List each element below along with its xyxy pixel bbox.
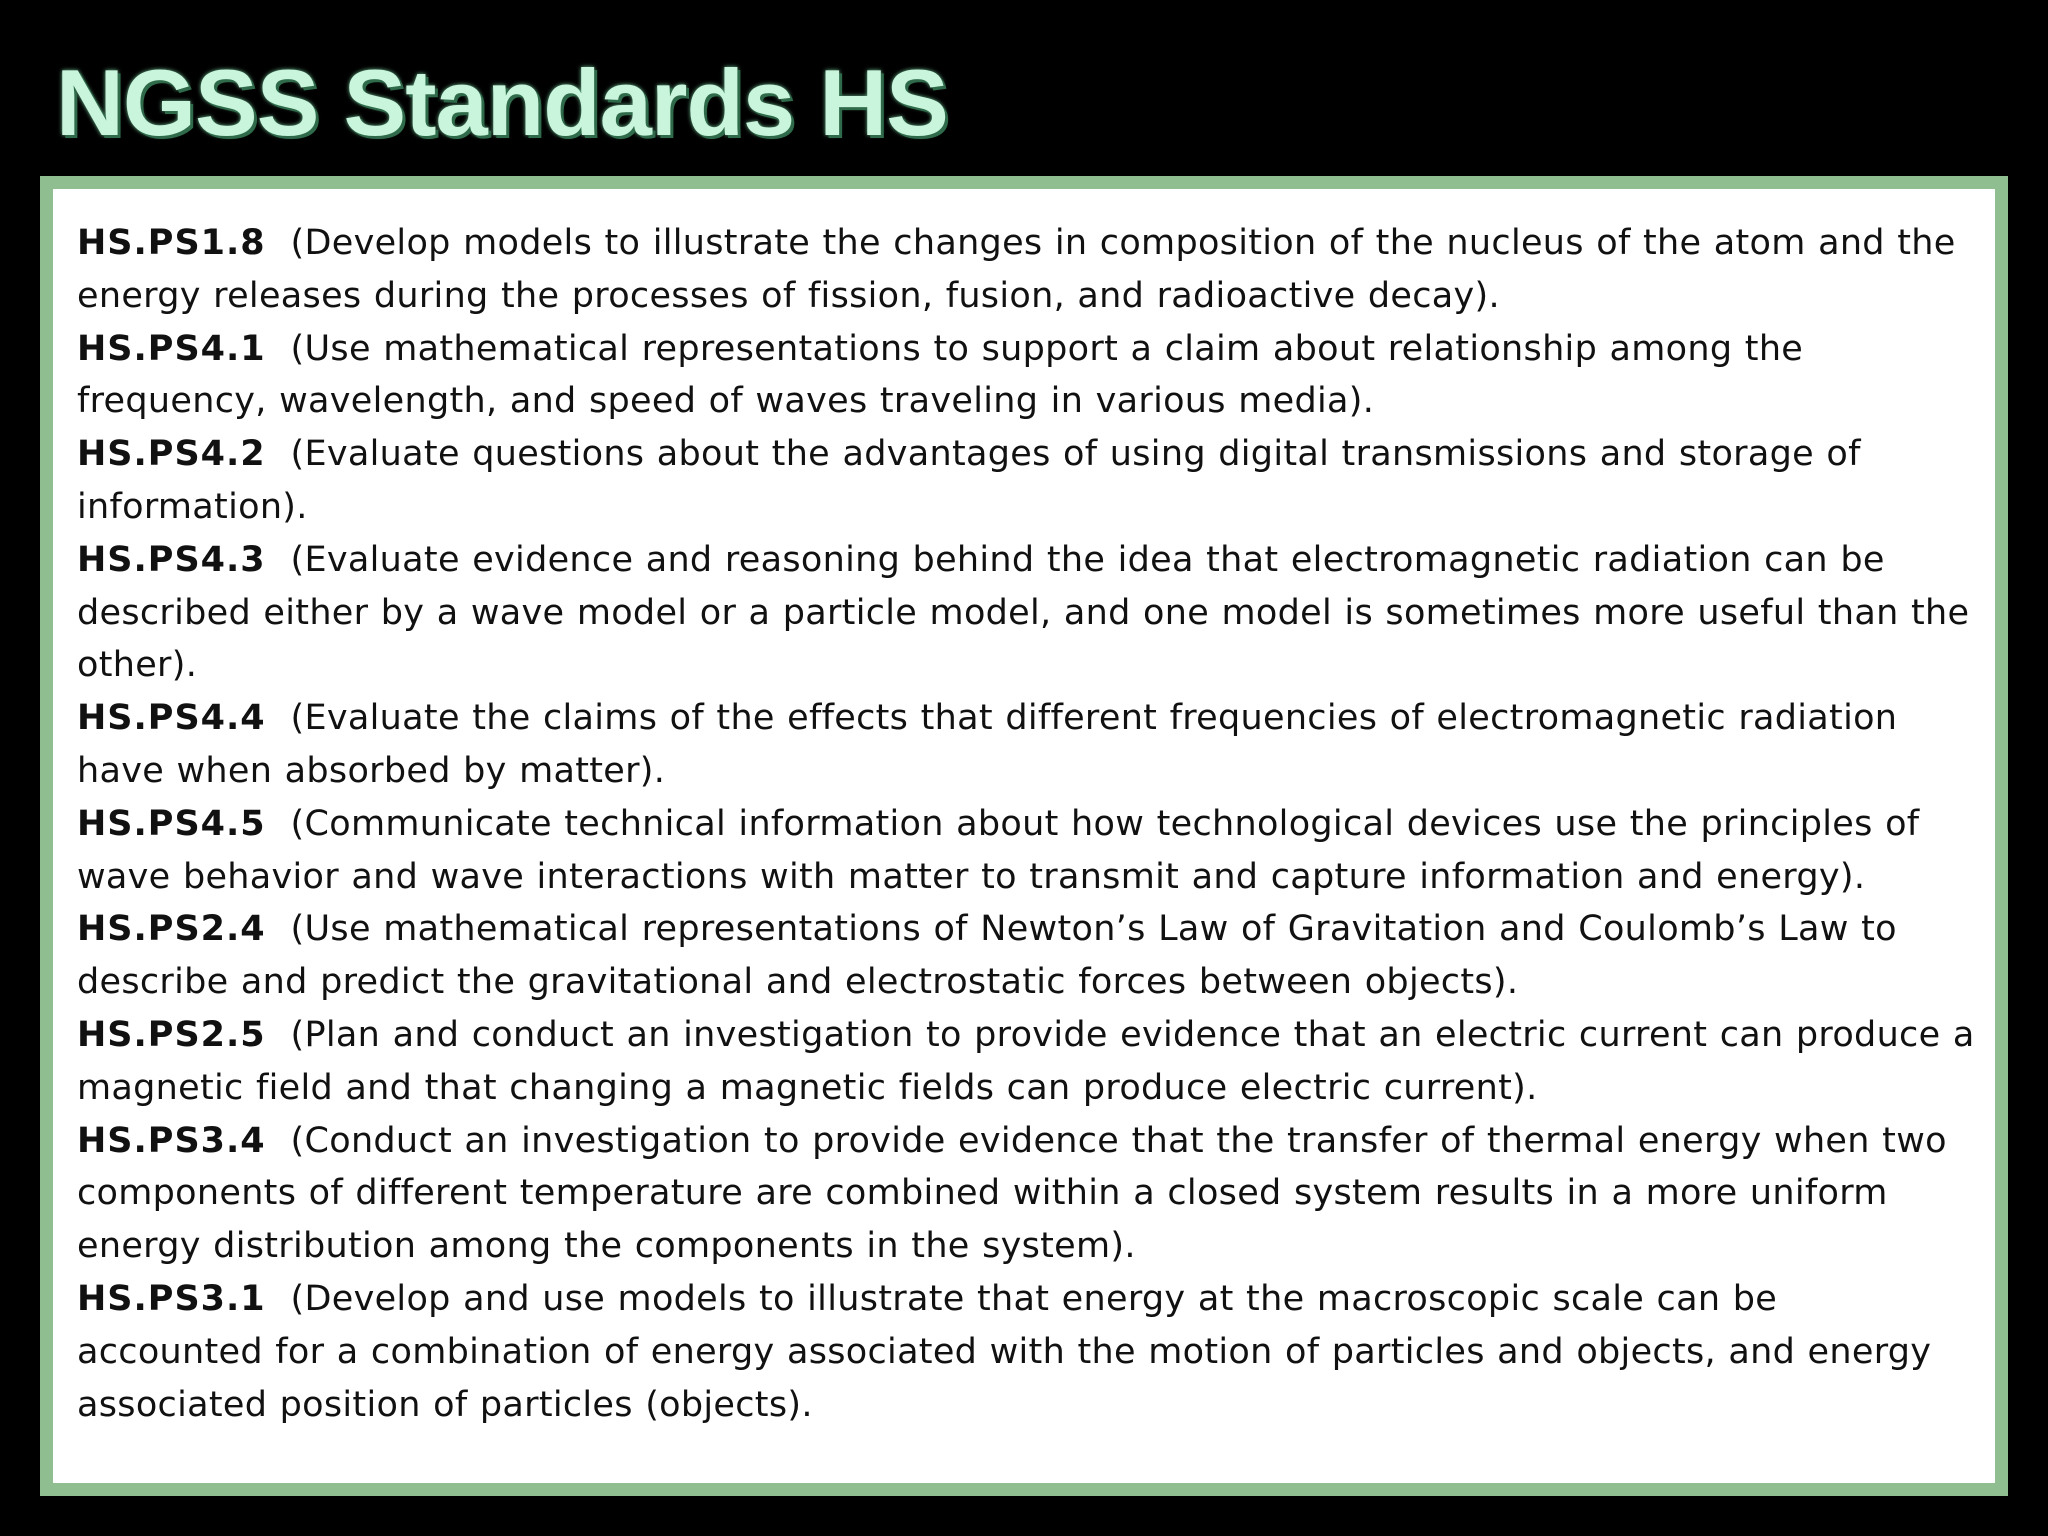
standard-description: (Evaluate the claims of the effects that different frequencies of electromagnetic radiation have when absorbed by matter). xyxy=(77,698,1898,791)
standard-code: HS.PS3.4 xyxy=(77,1120,266,1161)
standard-code: HS.PS4.1 xyxy=(77,328,266,369)
standard-entry xyxy=(77,1009,1975,1115)
standard-entry xyxy=(77,428,1975,534)
standard-description: (Evaluate questions about the advantages of using digital transmissions and storage of information). xyxy=(77,434,1861,527)
standard-code: HS.PS2.4 xyxy=(77,909,266,950)
standard-entry xyxy=(77,1115,1975,1273)
standard-entry xyxy=(77,323,1975,429)
standards-panel xyxy=(40,176,2008,1496)
standard-description: (Use mathematical representations to support a claim about relationship among the frequency, wavelength, and speed of waves traveling in various media). xyxy=(77,328,1804,422)
standard-code: HS.PS4.4 xyxy=(77,698,266,739)
standard-description: (Communicate technical information about how technological devices use the principles of wave behavior and wave interactions with matter to transmit and capture information and energy). xyxy=(77,803,1920,897)
slide-title: NGSS Standards HS xyxy=(56,50,948,155)
standard-code: HS.PS4.2 xyxy=(77,434,266,475)
standard-description: (Plan and conduct an investigation to provide evidence that an electric current can produce a magnetic field and that changing a magnetic fields can produce electric current). xyxy=(77,1014,1975,1108)
standard-code: HS.PS2.5 xyxy=(77,1014,266,1055)
standard-description: (Develop and use models to illustrate that energy at the macroscopic scale can be accounted for a combination of energy associated with the motion of particles and objects, and energy associated position of particles (objects). xyxy=(77,1278,1932,1425)
standard-description: (Evaluate evidence and reasoning behind the idea that electromagnetic radiation can be described either by a wave model or a particle model, and one model is sometimes more useful than the other). xyxy=(77,539,1970,686)
standard-entry xyxy=(77,217,1975,323)
standard-description: (Conduct an investigation to provide evidence that the transfer of thermal energy when two components of different temperature are combined within a closed system results in a more uniform energy distribution among the components in the system). xyxy=(77,1120,1947,1267)
standard-code: HS.PS4.5 xyxy=(77,803,266,844)
standard-entry xyxy=(77,534,1975,692)
standard-entry xyxy=(77,903,1975,1009)
standard-entry xyxy=(77,692,1975,798)
standard-description: (Use mathematical representations of Newton’s Law of Gravitation and Coulomb’s Law to describe and predict the gravitational and electrostatic forces between objects). xyxy=(77,909,1897,1003)
standard-entry xyxy=(77,1273,1975,1431)
standard-description: (Develop models to illustrate the changes in composition of the nucleus of the atom and the energy releases during the processes of fission, fusion, and radioactive decay). xyxy=(77,223,1956,316)
standard-code: HS.PS1.8 xyxy=(77,223,266,263)
standard-code: HS.PS3.1 xyxy=(77,1278,266,1319)
standard-code: HS.PS4.3 xyxy=(77,539,266,580)
standard-entry xyxy=(77,798,1975,904)
